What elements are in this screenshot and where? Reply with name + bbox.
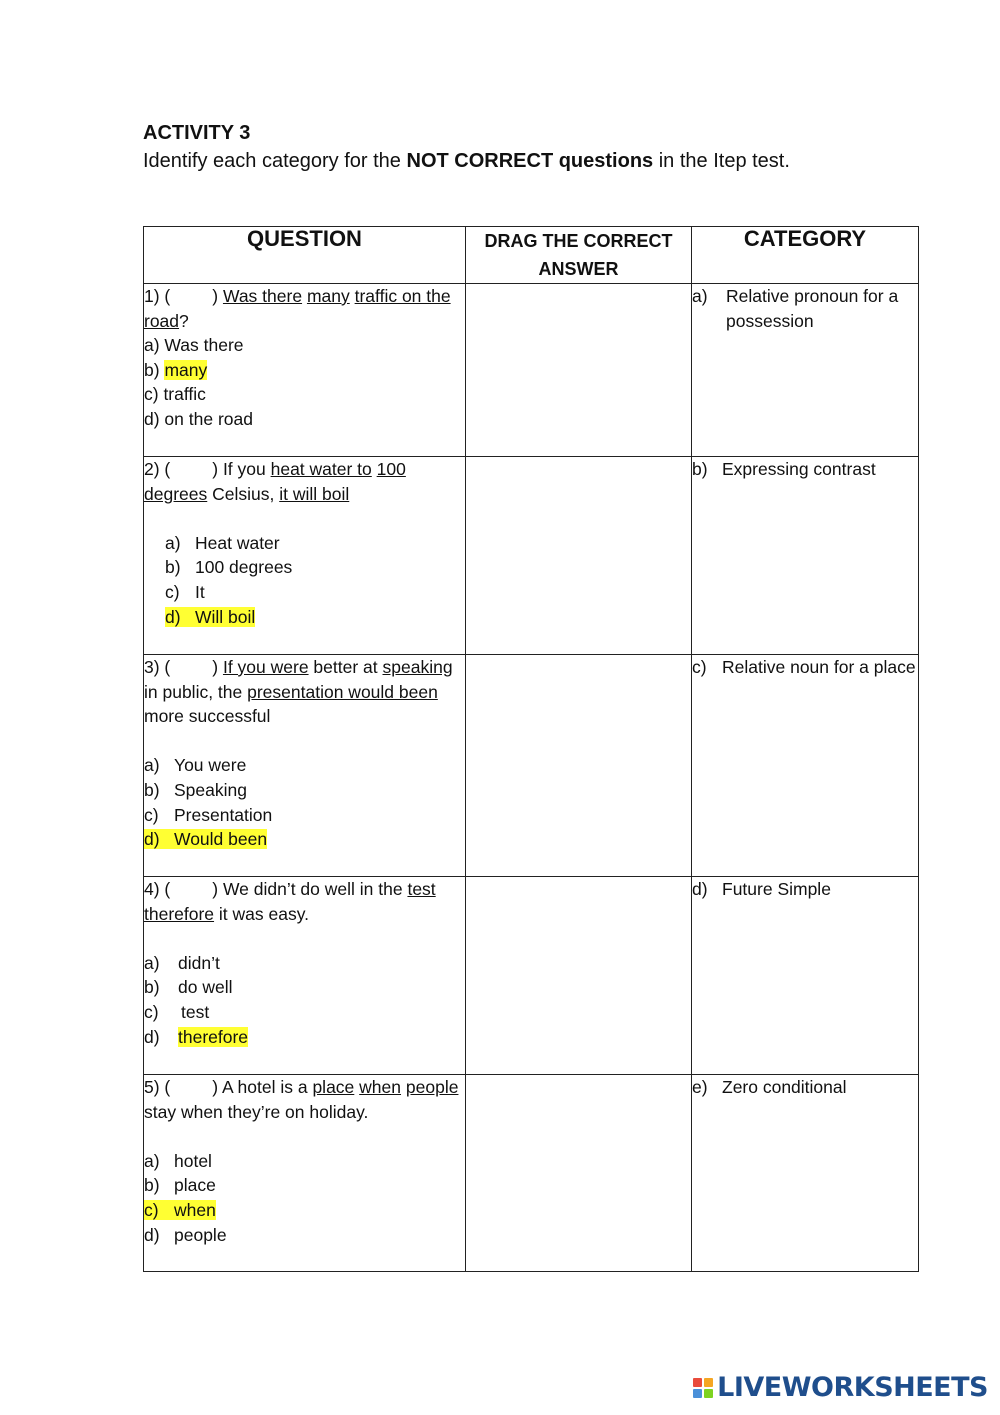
options-list: [144, 951, 465, 1049]
logo-square-1: [693, 1378, 702, 1387]
category-letter: b): [692, 459, 708, 479]
category-text: Expressing contrast: [722, 459, 876, 479]
category-letter: e): [692, 1077, 708, 1097]
option-d: d) on the road: [144, 408, 253, 429]
options-list: [144, 531, 465, 629]
option-b: b) place: [144, 1175, 216, 1196]
worksheet-table: [143, 226, 919, 1272]
question-text: 3) ( ) If you were better at speaking in public, the presentation would been more successful: [144, 657, 453, 727]
option-b: b) do well: [144, 977, 233, 998]
option-d: d) people: [144, 1224, 227, 1245]
table-header-row: [144, 227, 919, 284]
drop-zone-5[interactable]: [466, 1075, 692, 1272]
question-text: 1) ( ) Was there many traffic on the road?: [144, 286, 451, 331]
header-drag: DRAG THE CORRECT ANSWER: [466, 227, 692, 284]
header-question: QUESTION: [144, 227, 466, 284]
category-cell[interactable]: [692, 655, 919, 877]
logo-square-4: [704, 1389, 713, 1398]
category-cell[interactable]: [692, 457, 919, 655]
instruction-text: Identify each category for the NOT CORRECT questions in the Itep test.: [143, 150, 790, 172]
option-c: c) It: [165, 581, 205, 602]
logo-square-3: [693, 1389, 702, 1398]
option-c: c) when: [144, 1199, 216, 1220]
option-c: c) test: [144, 1001, 210, 1022]
question-text: 2) ( ) If you heat water to 100 degrees Celsius, it will boil: [144, 459, 406, 504]
table-row: [144, 655, 919, 877]
options-list: [144, 333, 465, 431]
category-letter: a): [692, 286, 708, 306]
logo-mark-icon: [693, 1378, 713, 1398]
option-a: a) didn’t: [144, 952, 220, 973]
category-cell[interactable]: [692, 877, 919, 1075]
options-list: [144, 1149, 465, 1247]
question-text: 5) ( ) A hotel is a place when people stay when they’re on holiday.: [144, 1077, 459, 1122]
category-text: Future Simple: [722, 879, 831, 899]
table-row: [144, 877, 919, 1075]
drop-zone-4[interactable]: [466, 877, 692, 1075]
table-row: [144, 457, 919, 655]
question-cell: [144, 284, 466, 457]
category-cell[interactable]: [692, 1075, 919, 1272]
activity-title: ACTIVITY 3: [143, 122, 251, 144]
category-letter: d): [692, 879, 708, 899]
table-row: [144, 284, 919, 457]
category-text: Zero conditional: [722, 1077, 847, 1097]
question-cell: [144, 457, 466, 655]
options-list: [144, 753, 465, 851]
option-b: b) Speaking: [144, 779, 247, 800]
option-c: c) traffic: [144, 384, 206, 405]
option-c: c) Presentation: [144, 804, 273, 825]
category-letter: c): [692, 657, 707, 677]
question-cell: [144, 1075, 466, 1272]
option-d: d) Will boil: [165, 606, 256, 627]
question-text: 4) ( ) We didn’t do well in the test therefore it was easy.: [144, 879, 436, 924]
category-text: Relative noun for a place: [722, 657, 916, 677]
header-category: CATEGORY: [692, 227, 919, 284]
option-d: d) therefore: [144, 1026, 249, 1047]
logo-square-2: [704, 1378, 713, 1387]
drop-zone-3[interactable]: [466, 655, 692, 877]
category-text: Relative pronoun for a possession: [726, 286, 899, 331]
logo-text: LIVEWORKSHEETS: [717, 1372, 988, 1403]
table-row: [144, 1075, 919, 1272]
option-b: b) 100 degrees: [165, 557, 293, 578]
question-cell: [144, 877, 466, 1075]
drop-zone-1[interactable]: [466, 284, 692, 457]
option-b: b) many: [144, 359, 208, 380]
drop-zone-2[interactable]: [466, 457, 692, 655]
option-a: a) Was there: [144, 335, 244, 356]
category-cell[interactable]: [692, 284, 919, 457]
option-d: d) Would been: [144, 829, 268, 850]
liveworksheets-logo: [693, 1372, 988, 1403]
question-cell: [144, 655, 466, 877]
option-a: a) Heat water: [165, 532, 280, 553]
option-a: a) hotel: [144, 1150, 212, 1171]
option-a: a) You were: [144, 755, 247, 776]
